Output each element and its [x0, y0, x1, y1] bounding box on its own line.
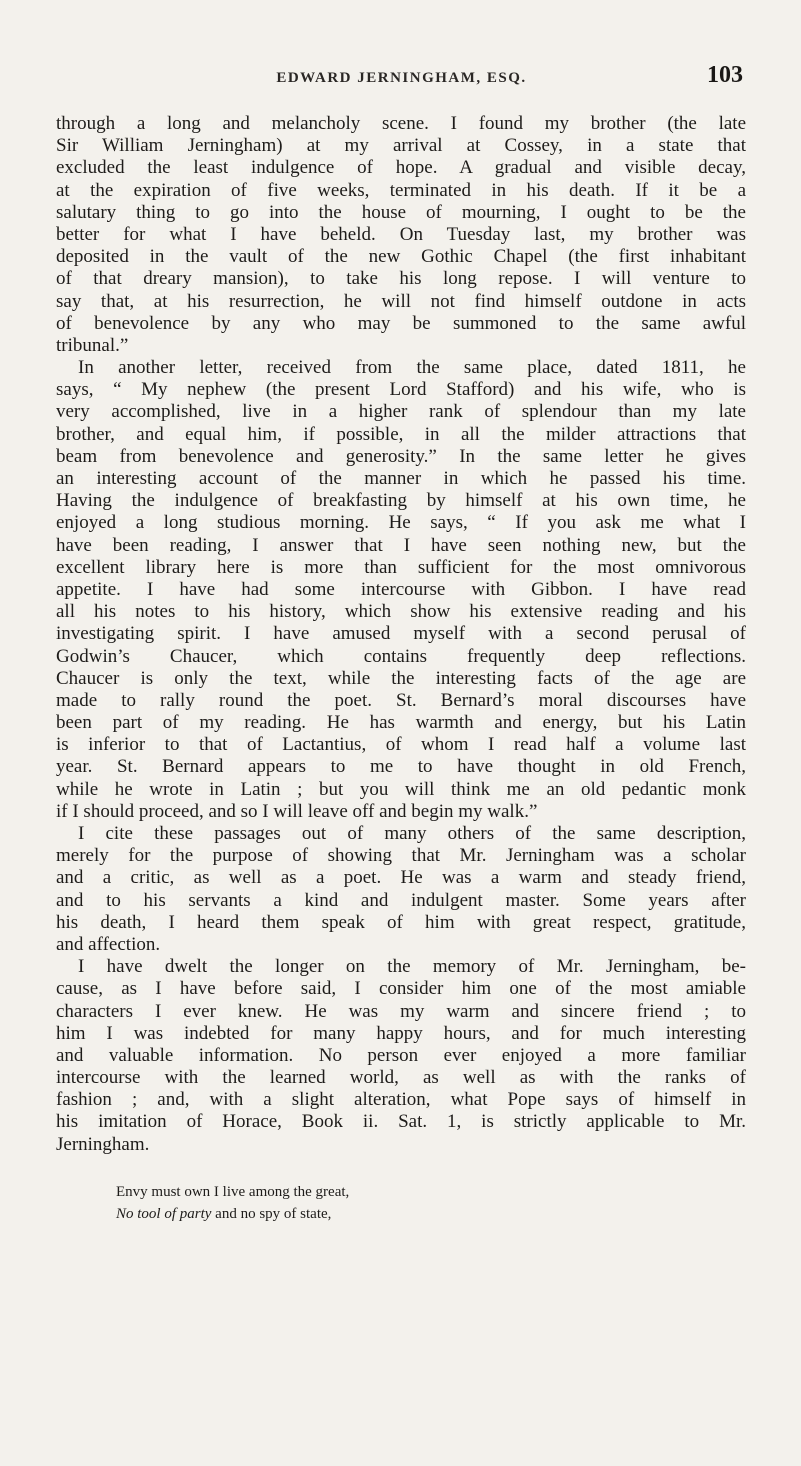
text-line: been part of my reading. He has warmth and energy, but his Latin: [56, 712, 746, 734]
text-line: year. St. Bernard appears to me to have thought in old French,: [56, 756, 746, 778]
text-line: of benevolence by any who may be summoned to the same awful: [56, 312, 746, 334]
text-line: tribunal.”: [56, 334, 129, 356]
text-line: while he wrote in Latin ; but you will think me an old pedantic monk: [56, 778, 746, 800]
text-line: enjoyed a long studious morning. He says, “ If you ask me what I: [56, 512, 746, 534]
text-line: cause, as I have before said, I consider him one of the most amiable: [56, 978, 746, 1000]
text-line: characters I ever knew. He was my warm and sincere friend ; to: [56, 1000, 746, 1022]
text-line: his imitation of Horace, Book ii. Sat. 1, is strictly applicable to Mr.: [56, 1111, 746, 1133]
text-line: fashion ; and, with a slight alteration, what Pope says of himself in: [56, 1089, 746, 1111]
text-line: if I should proceed, and so I will leave off and begin my walk.”: [56, 800, 538, 822]
page-header: [60, 62, 743, 100]
text-line: and to his servants a kind and indulgent master. Some years after: [56, 889, 746, 911]
text-line: says, “ My nephew (the present Lord Stafford) and his wife, who is: [56, 379, 746, 401]
text-line: at the expiration of five weeks, terminated in his death. If it be a: [56, 179, 746, 201]
text-line: beam from benevolence and generosity.” In the same letter he gives: [56, 445, 746, 467]
text-line: made to rally round the poet. St. Bernard’s moral discourses have: [56, 689, 746, 711]
text-line: better for what I have beheld. On Tuesday last, my brother was: [56, 223, 746, 245]
text-line: excluded the least indulgence of hope. A gradual and visible decay,: [56, 157, 746, 179]
text-line: appetite. I have had some intercourse with Gibbon. I have read: [56, 578, 746, 600]
text-line: Having the indulgence of breakfasting by himself at his own time, he: [56, 490, 746, 512]
body-text: [56, 113, 746, 1156]
verse-line: Envy must own I live among the great,: [116, 1184, 350, 1200]
text-line: salutary thing to go into the house of mourning, I ought to be the: [56, 201, 746, 223]
text-line: In another letter, received from the same place, dated 1811, he: [78, 357, 746, 379]
text-line: and affection.: [56, 933, 161, 955]
text-line: Godwin’s Chaucer, which contains frequently deep reflections.: [56, 645, 746, 667]
text-line: I cite these passages out of many others of the same description,: [78, 823, 746, 844]
text-line: brother, and equal him, if possible, in all the milder attractions that: [56, 423, 746, 445]
text-line: Chaucer is only the text, while the interesting facts of the age are: [56, 667, 746, 689]
text-line: Sir William Jerningham) at my arrival at Cossey, in a state that: [56, 135, 746, 157]
text-line: an interesting account of the manner in which he passed his time.: [56, 468, 746, 489]
verse-quotation: [116, 1181, 676, 1225]
text-line: and a critic, as well as a poet. He was a warm and steady friend,: [56, 867, 746, 889]
verse-line: [116, 1203, 676, 1225]
text-line: intercourse with the learned world, as well as with the ranks of: [56, 1067, 746, 1089]
verse-italic-phrase: No tool of party: [116, 1206, 212, 1222]
text-line: through a long and melancholy scene. I found my brother (the late: [56, 113, 746, 134]
text-line: his death, I heard them speak of him with great respect, gratitude,: [56, 911, 746, 933]
text-line: Jerningham.: [56, 1133, 150, 1155]
text-line: is inferior to that of Lactantius, of whom I read half a volume last: [56, 734, 746, 756]
text-line: him I was indebted for many happy hours, and for much interesting: [56, 1022, 746, 1044]
text-line: I have dwelt the longer on the memory of Mr. Jerningham, be-: [78, 956, 746, 978]
text-line: have been reading, I answer that I have seen nothing new, but the: [56, 534, 746, 556]
text-line: all his notes to his history, which show his extensive reading and his: [56, 601, 746, 623]
text-line: deposited in the vault of the new Gothic Chapel (the first inhabitant: [56, 246, 746, 268]
text-line: very accomplished, live in a higher rank of splendour than my late: [56, 401, 746, 423]
text-line: investigating spirit. I have amused myself with a second perusal of: [56, 623, 746, 645]
text-line: say that, at his resurrection, he will not find himself outdone in acts: [56, 290, 746, 312]
text-line: merely for the purpose of showing that Mr. Jerningham was a scholar: [56, 845, 746, 867]
text-line: and valuable information. No person ever enjoyed a more familiar: [56, 1044, 746, 1066]
text-line: excellent library here is more than sufficient for the most omnivorous: [56, 556, 746, 578]
page-number: 103: [707, 62, 743, 88]
running-head: EDWARD JERNINGHAM, ESQ.: [276, 70, 527, 86]
verse-line-rest: and no spy of state,: [211, 1206, 332, 1222]
text-line: of that dreary mansion), to take his long repose. I will venture to: [56, 268, 746, 290]
